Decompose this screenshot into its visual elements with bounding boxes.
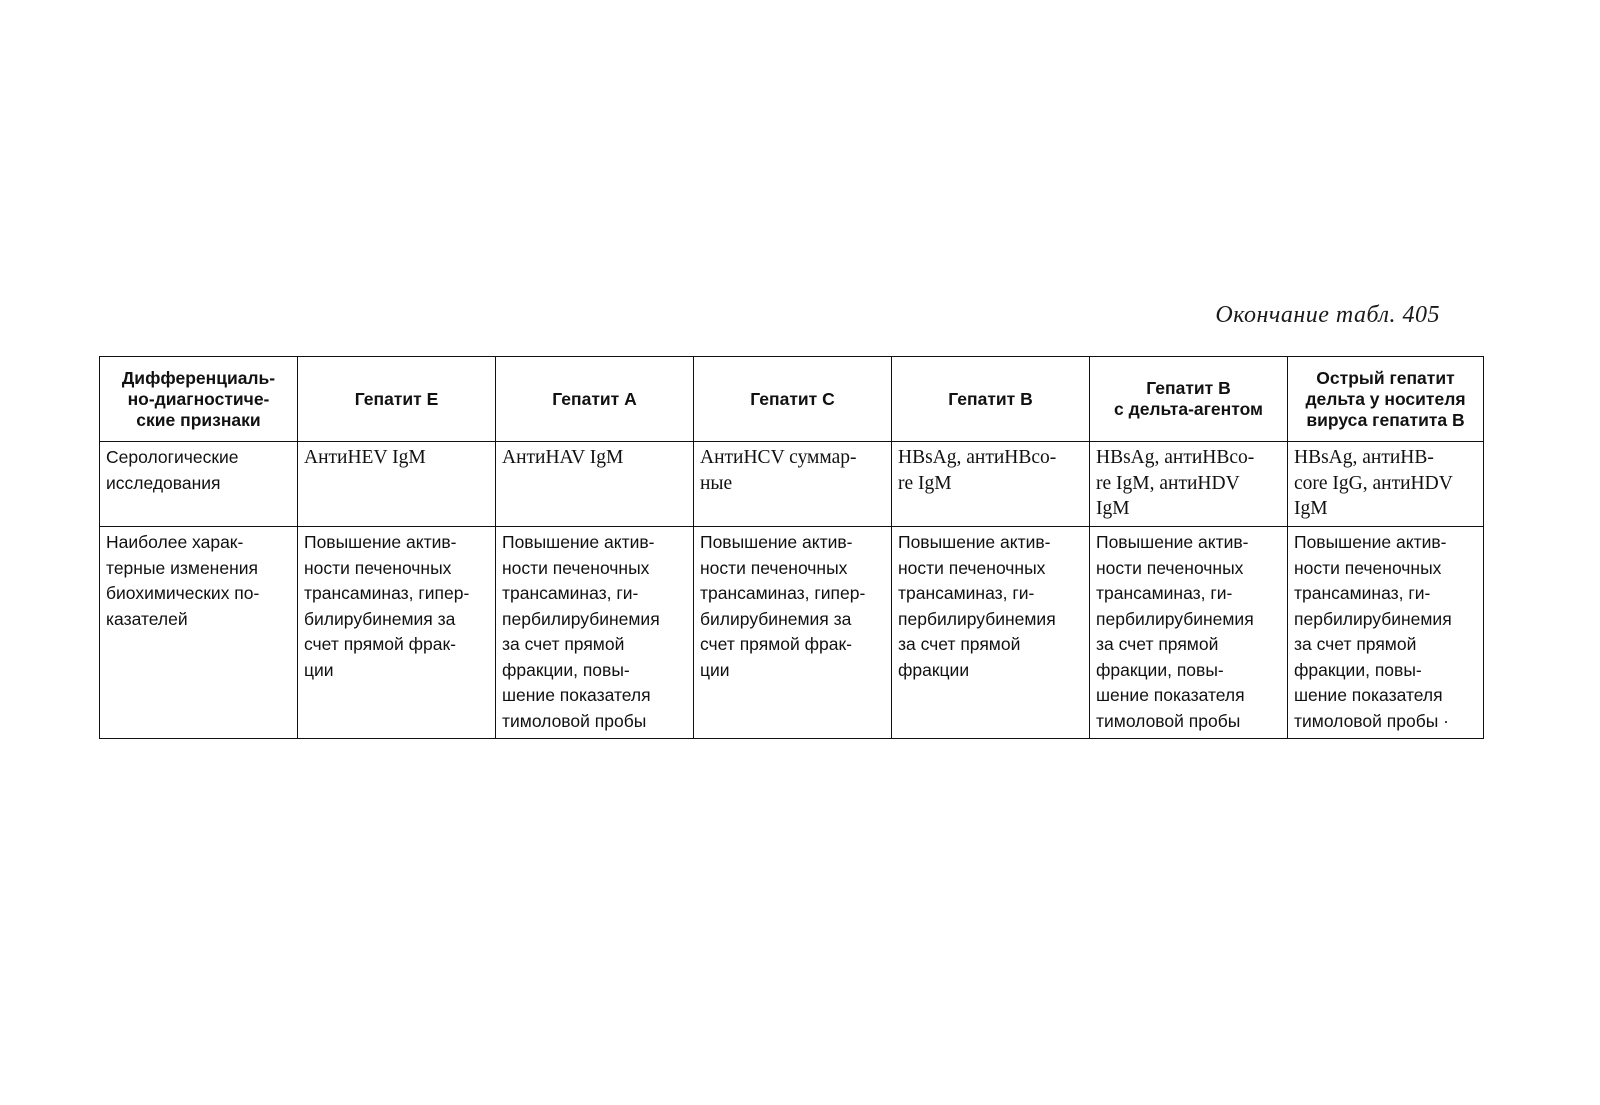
row-label-serology: Серологические исследования <box>100 442 298 527</box>
header-cell-criteria: Дифференциаль- но-диагностиче- ские признаки <box>100 357 298 442</box>
hepatitis-comparison-table <box>99 356 1484 739</box>
table-caption: Окончание табл. 405 <box>1215 302 1440 328</box>
header-cell-hepatitis-e: Гепатит Е <box>298 357 496 442</box>
header-cell-hepatitis-b: Гепатит В <box>892 357 1090 442</box>
header-cell-hepatitis-b-delta: Гепатит В с дельта-агентом <box>1090 357 1288 442</box>
table-cell: АнтиHAV IgM <box>496 442 694 527</box>
table-row <box>100 442 1484 527</box>
table-row <box>100 527 1484 739</box>
table-cell: HBsAg, антиHBco- re IgM <box>892 442 1090 527</box>
table-cell: АнтиHEV IgM <box>298 442 496 527</box>
header-cell-hepatitis-a: Гепатит А <box>496 357 694 442</box>
table-cell: Повышение актив- ности печеночных трансаминаз, ги- пербилирубинемия за счет прямой фракции, повы- шение показателя тимоловой пробы <box>1090 527 1288 739</box>
table-cell: Повышение актив- ности печеночных трансаминаз, гипер- билирубинемия за счет прямой фрак- ции <box>694 527 892 739</box>
header-cell-acute-delta: Острый гепатит дельта у носителя вируса гепатита В <box>1288 357 1484 442</box>
row-label-biochemistry: Наиболее харак- терные изменения биохимических по- казателей <box>100 527 298 739</box>
table-cell: АнтиHCV суммар- ные <box>694 442 892 527</box>
table-header-row <box>100 357 1484 442</box>
table-cell: Повышение актив- ности печеночных трансаминаз, ги- пербилирубинемия за счет прямой фракции, повы- шение показателя тимоловой пробы · <box>1288 527 1484 739</box>
table-cell: Повышение актив- ности печеночных трансаминаз, гипер- билирубинемия за счет прямой фрак- ции <box>298 527 496 739</box>
table-cell: HBsAg, антиHB- core IgG, антиHDV IgM <box>1288 442 1484 527</box>
table-cell: Повышение актив- ности печеночных трансаминаз, ги- пербилирубинемия за счет прямой фракции, повы- шение показателя тимоловой пробы <box>496 527 694 739</box>
table-cell: HBsAg, антиHBco- re IgM, антиHDV IgM <box>1090 442 1288 527</box>
header-cell-hepatitis-c: Гепатит С <box>694 357 892 442</box>
comparison-table-container <box>99 356 1483 739</box>
table-cell: Повышение актив- ности печеночных трансаминаз, ги- пербилирубинемия за счет прямой фракции <box>892 527 1090 739</box>
